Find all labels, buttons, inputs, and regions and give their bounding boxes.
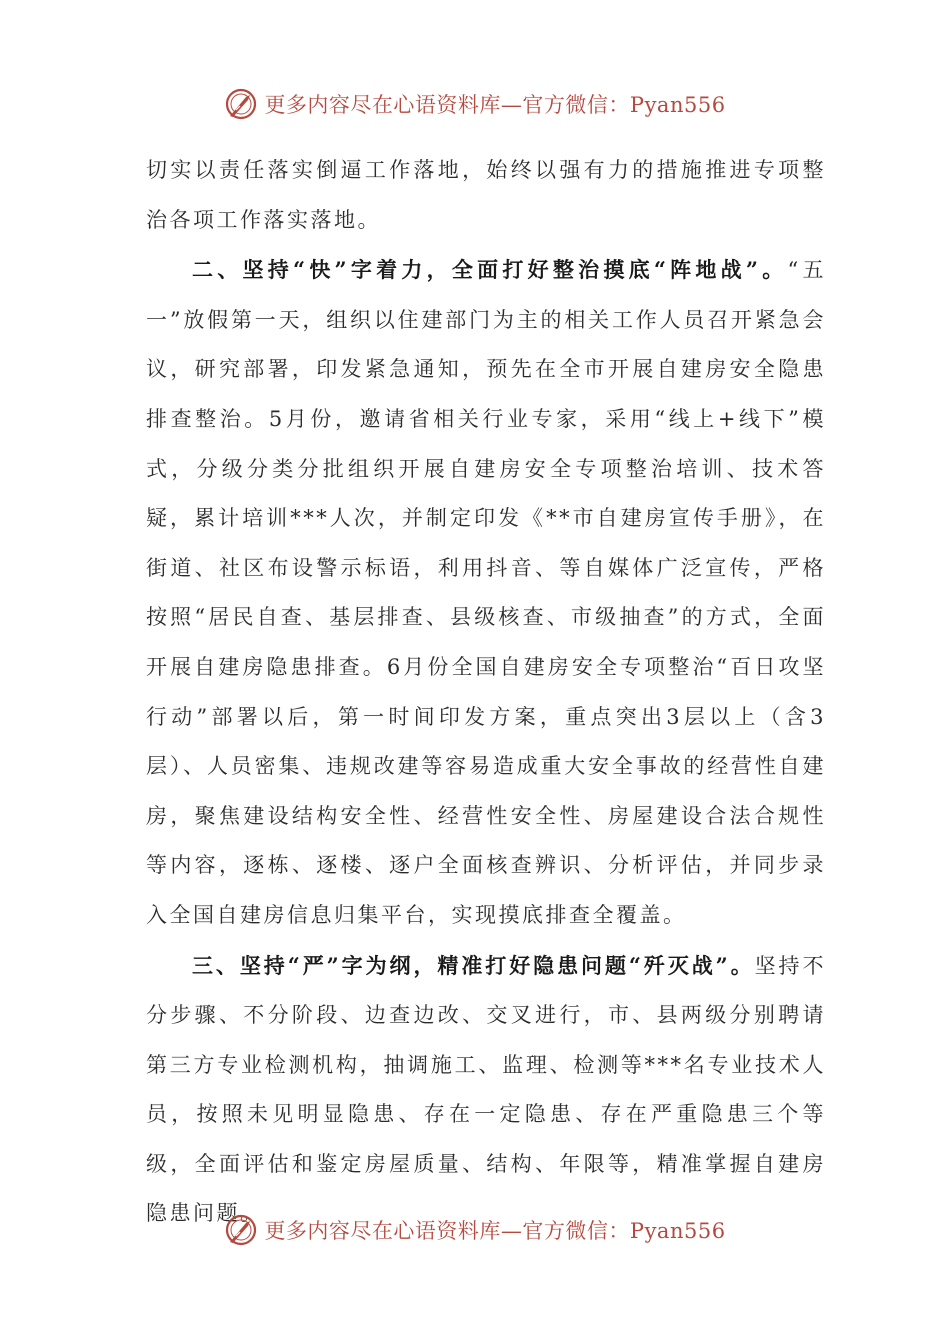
section-two-heading: 二、坚持“快”字着力，全面打好整治摸底“阵地战”。 (192, 257, 788, 283)
section-two-paragraph (146, 245, 826, 940)
watermark-text: 更多内容尽在心语资料库—官方微信：Pyan556 (264, 1219, 726, 1243)
quill-pen-seal-icon (224, 1213, 258, 1247)
section-three-body: 坚持不分步骤、不分阶段、边查边改、交叉进行，市、县两级分别聘请第三方专业检测机构，抽调施工、监理、检测等***名专业技术人员，按照未见明显隐患、存在一定隐患、存在严重隐患三个等级，全面评估和鉴定房屋质量、结构、年限等，精准掌握自建房隐患问题。 (146, 953, 826, 1226)
quill-pen-seal-icon (224, 87, 258, 121)
watermark-text: 更多内容尽在心语资料库—官方微信：Pyan556 (264, 93, 726, 117)
section-two-body: “五一”放假第一天，组织以住建部门为主的相关工作人员召开紧急会议，研究部署，印发紧急通知，预先在全市开展自建房安全隐患排查整治。5月份，邀请省相关行业专家，采用“线上+线下”模式，分级分类分批组织开展自建房安全专项整治培训、技术答疑，累计培训***人次，并制定印发《**市自建房宣传手册》，在街道、社区布设警示标语，利用抖音、等自媒体广泛宣传，严格按照“居民自查、基层排查、县级核查、市级抽查”的方式，全面开展自建房隐患排查。6月份全国自建房安全专项整治“百日攻坚行动”部署以后，第一时间印发方案，重点突出3层以上（含3层）、人员密集、违规改建等容易造成重大安全事故的经营性自建房，聚焦建设结构安全性、经营性安全性、房屋建设合法合规性等内容，逐栋、逐楼、逐户全面核查辨识、分析评估，并同步录入全国自建房信息归集平台，实现摸底排查全覆盖。 (146, 258, 826, 927)
footer-watermark (0, 1210, 950, 1250)
section-three-paragraph (146, 941, 826, 1240)
paragraph-continuation: 切实以责任落实倒逼工作落地，始终以强有力的措施推进专项整治各项工作落实落地。 (146, 158, 826, 232)
section-three-heading: 三、坚持“严”字为纲，精准打好隐患问题“歼灭战”。 (192, 952, 755, 978)
document-body (146, 146, 826, 1239)
header-watermark (0, 84, 950, 124)
